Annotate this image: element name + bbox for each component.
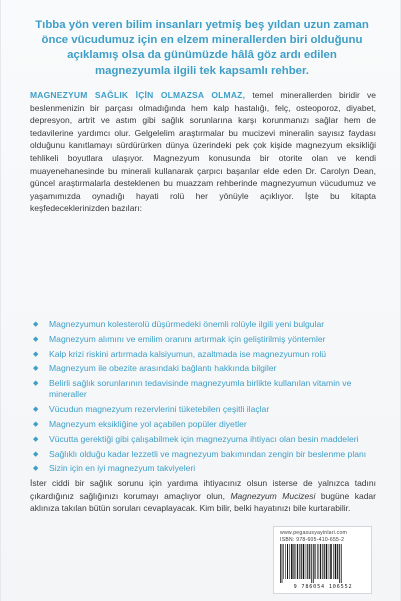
- barcode-bar: [311, 544, 312, 583]
- barcode-box: [273, 526, 372, 594]
- barcode-bar: [324, 544, 325, 579]
- barcode-bar: [303, 544, 305, 579]
- closing-text-after: bugüne kadar aklınıza takılan bütün soruları cevaplayacak. Kim bilir, belki hayatınızı bile kurtarabilir.: [30, 490, 376, 514]
- barcode-bar: [315, 544, 316, 579]
- barcode-bar: [297, 544, 298, 579]
- list-item: [33, 349, 371, 360]
- barcode-bar: [320, 544, 321, 579]
- diamond-bullet-icon: ◆: [33, 365, 39, 373]
- diamond-bullet-icon: ◆: [33, 406, 39, 414]
- diamond-bullet-icon: ◆: [33, 420, 39, 428]
- barcode-bar: [282, 544, 283, 583]
- barcode-bar: [307, 544, 308, 579]
- list-item: [33, 404, 371, 415]
- barcode-bar: [317, 544, 318, 579]
- diamond-bullet-icon: ◆: [33, 321, 39, 328]
- barcode-bar: [280, 544, 281, 583]
- diamond-bullet-icon: ◆: [33, 335, 39, 343]
- list-item: [33, 463, 371, 474]
- body-lead-caps: MAGNEZYUM SAĞLIK İÇİN OLMAZSA OLMAZ,: [30, 90, 246, 100]
- barcode-bar: [306, 544, 307, 579]
- barcode-bar: [333, 544, 334, 579]
- list-item: [33, 434, 371, 445]
- barcode-bar: [301, 544, 302, 579]
- list-item: [33, 319, 371, 330]
- barcode-bar: [291, 544, 293, 579]
- closing-paragraph: [30, 477, 376, 515]
- barcode-icon: [279, 544, 367, 583]
- barcode-bar: [299, 544, 300, 579]
- bullet-list: [33, 319, 371, 478]
- publisher-website: www.pegasusyayinlari.com: [280, 530, 348, 536]
- barcode-bar: [293, 544, 294, 579]
- barcode-bar: [329, 544, 330, 579]
- isbn-label: ISBN: 978-605-410-655-2: [280, 537, 345, 543]
- list-item-text: Kalp krizi riskini artırmada kalsiyumun, azaltmada ise magnezyumun rolü: [49, 348, 327, 359]
- barcode-bar: [339, 544, 340, 583]
- barcode-bar: [296, 544, 297, 579]
- barcode-bar: [313, 544, 314, 583]
- list-item: [33, 334, 371, 345]
- intro-blurb: Tıbba yön veren bilim insanları yetmiş beş yıldan uzun zaman önce vücudumuz için en elzem minerallerden biri olduğunu açıklamış olsa da günümüzde hâlâ göz ardı edilen magnezyumla ilgili tek kapsamlı rehber.: [35, 19, 369, 77]
- list-item: [33, 449, 371, 460]
- barcode-bar: [287, 544, 288, 579]
- diamond-bullet-icon: ◆: [33, 450, 39, 458]
- barcode-bar: [319, 544, 320, 579]
- list-item: [33, 363, 371, 374]
- barcode-bar: [283, 544, 284, 579]
- barcode-bar: [335, 544, 337, 579]
- barcode-bar: [285, 544, 286, 579]
- barcode-bar: [309, 544, 310, 579]
- barcode-bar: [322, 544, 323, 579]
- barcode-bar: [330, 544, 332, 579]
- list-item: [33, 419, 371, 430]
- list-item-text: Belirli sağlık sorunlarının tedavisinde magnezyumla birlikte kullanılan vitamin ve mineraller: [49, 378, 352, 400]
- barcode-bar: [326, 544, 328, 579]
- barcode-number: 9 786054 106552: [293, 584, 353, 590]
- list-item: [33, 378, 371, 400]
- barcode-bar: [289, 544, 290, 579]
- list-item-text: Magnezyumun kolesterolü düşürmedeki önemli rolüyle ilgili yeni bulgular: [49, 319, 325, 329]
- list-item-text: Magnezyum alımını ve emilim oranını artırmak için geliştirilmiş yöntemler: [49, 333, 326, 344]
- closing-text-before: İster ciddi bir sağlık sorunu için yardıma ihtiyacınız olsun isterse de yalnızca tadını çıkardığınız sağlığınızı korumayı amaçlıyor olun,: [30, 478, 376, 501]
- body-paragraph-text: temel minerallerden biridir ve beslenmenizin bir parçası olmadığında hem kalp hastalığı, felç, osteoporoz, diyabet, depresyon, artrit ve astım gibi sağlık sorunlarına karşı korunmanızı sağlar hem de tedavilerine yardımcı olur. Gelgelelim araştırmalar bu mucizevi mineralin sayısız faydası olduğunu kanıtlamayı sürdürürken dünya üzerindeki pek çok kişide magnezyum eksikliği tehlikeli boyutlara ulaşıyor. Magnezyum konusunda bir otorite olan ve kendi muayenehanesinde bu minerali kullanarak çarpıcı başarılar elde eden Dr. Carolyn Dean, güncel araştırmalarla desteklenen bu muazzam rehberinde magnezyumun vücudumuz ve yaşamımızda oynadığı hayati rolü her yönüyle açıklıyor. İşte bu kitapta keşfedeceklerinizden bazıları:: [30, 90, 376, 214]
- diamond-bullet-icon: ◆: [33, 380, 39, 388]
- diamond-bullet-icon: ◆: [33, 465, 39, 473]
- list-item-text: Magnezyum eksikliğine yol açabilen popüler diyetler: [49, 418, 247, 429]
- barcode-bar: [341, 544, 342, 583]
- diamond-bullet-icon: ◆: [33, 350, 39, 358]
- body-paragraph: [30, 89, 376, 215]
- book-title: Magnezyum Mucizesi: [230, 490, 316, 501]
- diamond-bullet-icon: ◆: [33, 435, 39, 443]
- list-item-text: Sizin için en iyi magnezyum takviyeleri: [49, 463, 196, 474]
- barcode-bar: [337, 544, 338, 579]
- list-item-text: Magnezyum ile obezite arasındaki bağlantı hakkında bilgiler: [49, 363, 277, 374]
- list-item-text: Vücudun magnezyum rezervlerini tüketebilen çeşitli ilaçlar: [49, 404, 270, 415]
- list-item-text: Sağlıklı olduğu kadar lezzetli ve magnezyum bakımından zengin bir beslenme planı: [49, 448, 367, 459]
- list-item-text: Vücutta gerektiği gibi çalışabilmek için magnezyuma ihtiyacı olan besin maddeleri: [49, 433, 359, 444]
